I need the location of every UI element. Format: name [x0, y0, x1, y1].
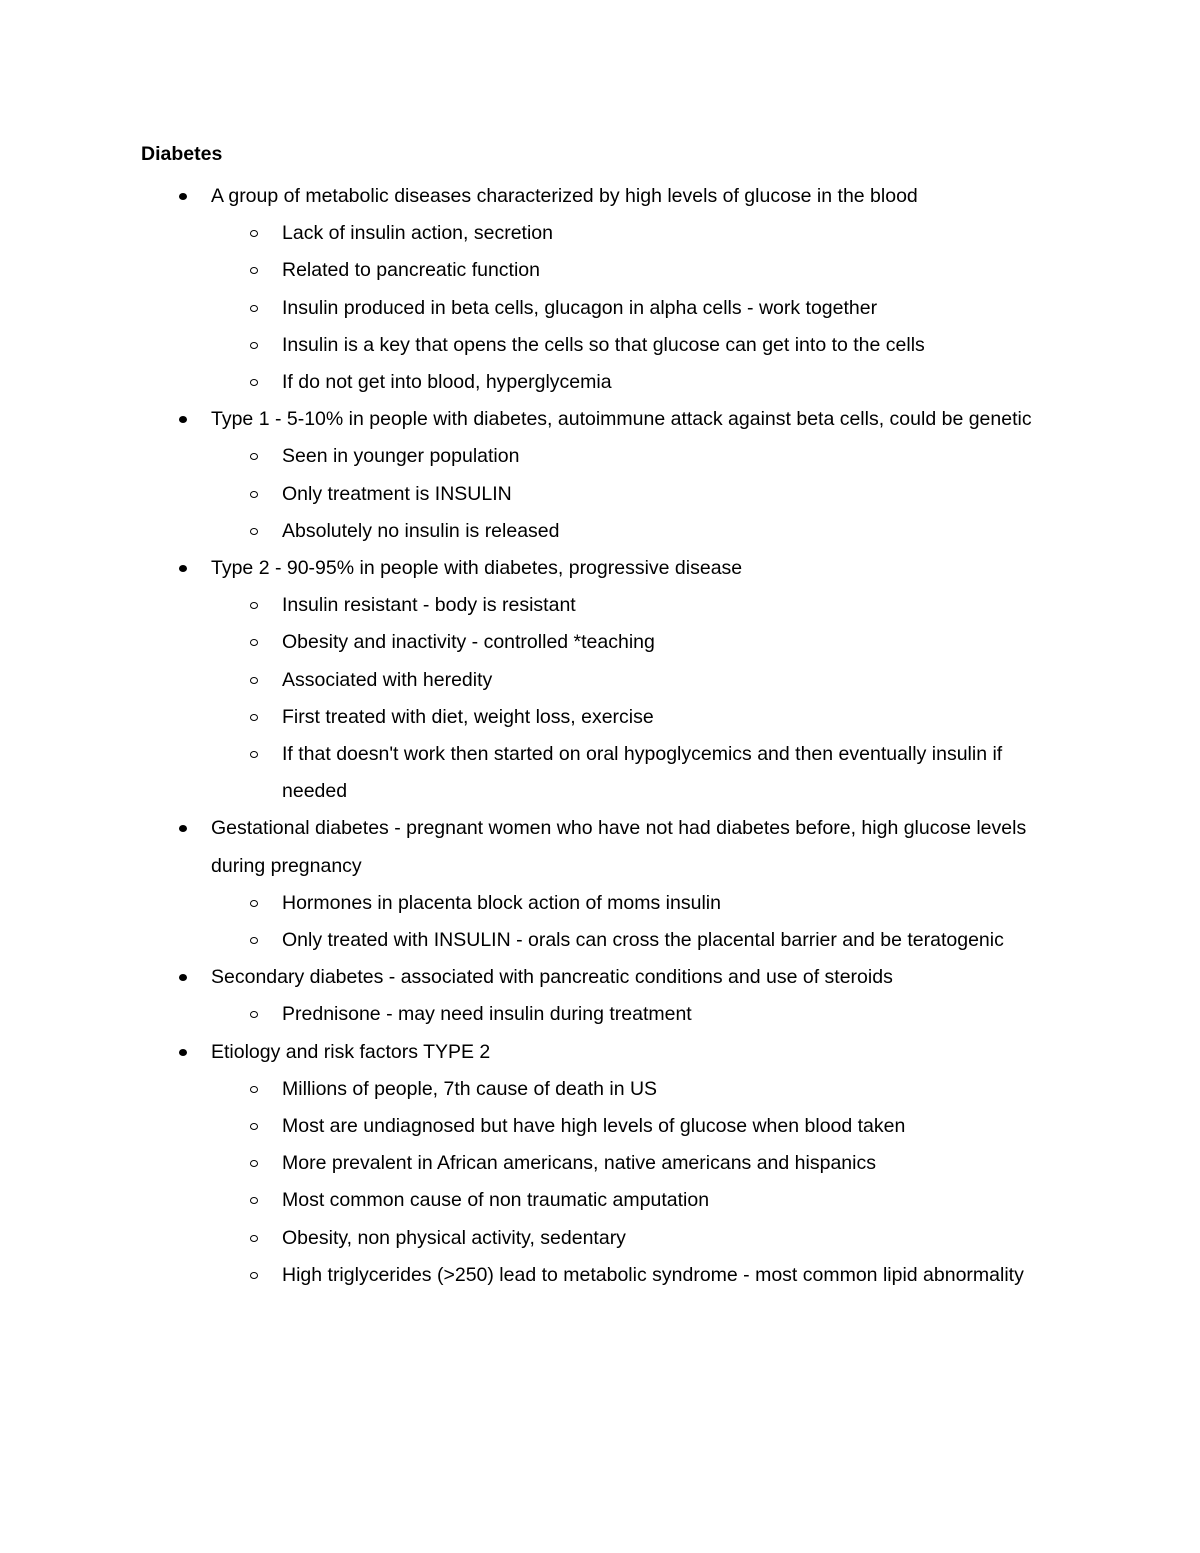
sub-item-text: Associated with heredity: [282, 668, 493, 691]
sub-item: [141, 513, 1061, 550]
page-title: Diabetes: [141, 143, 223, 165]
sub-item-text: Hormones in placenta block action of moms insulin: [282, 891, 721, 914]
outline-item-text: Etiology and risk factors TYPE 2: [211, 1040, 491, 1063]
bullet-circle-icon: [250, 639, 258, 646]
sub-item-text: Insulin produced in beta cells, glucagon in alpha cells - work together: [282, 296, 878, 319]
sub-list: [211, 587, 1061, 810]
bullet-circle-icon: [250, 1235, 258, 1242]
sub-item-text: If that doesn't work then started on oral hypoglycemics and then eventually insulin if needed: [282, 743, 1003, 803]
sub-list: [211, 438, 1061, 550]
bullet-disc-icon: [179, 1049, 187, 1056]
sub-item: [141, 1145, 1061, 1182]
sub-list: [211, 215, 1061, 401]
sub-item-text: If do not get into blood, hyperglycemia: [282, 371, 612, 394]
sub-item: [141, 885, 1061, 922]
bullet-circle-icon: [250, 714, 258, 721]
outline-item: [141, 959, 1061, 1033]
bullet-circle-icon: [250, 677, 258, 684]
sub-item: [141, 1108, 1061, 1145]
bullet-circle-icon: [250, 900, 258, 907]
bullet-circle-icon: [250, 937, 258, 944]
sub-item: [141, 327, 1061, 364]
outline-item-text: Type 2 - 90-95% in people with diabetes, progressive disease: [211, 557, 743, 580]
sub-item: [141, 1257, 1061, 1294]
outline-item: [141, 401, 1061, 550]
sub-item: [141, 996, 1061, 1033]
sub-item-text: Insulin resistant - body is resistant: [282, 594, 576, 617]
outline-list: [141, 178, 1061, 1294]
sub-item-text: Prednisone - may need insulin during treatment: [282, 1003, 692, 1026]
sub-item: [141, 364, 1061, 401]
sub-item: [141, 290, 1061, 327]
bullet-circle-icon: [250, 453, 258, 460]
bullet-disc-icon: [179, 193, 187, 200]
sub-item: [141, 922, 1061, 959]
sub-item: [141, 1182, 1061, 1219]
bullet-disc-icon: [179, 416, 187, 423]
outline-item-text: Type 1 - 5-10% in people with diabetes, autoimmune attack against beta cells, could be genetic: [211, 408, 1032, 431]
outline-item: [141, 810, 1061, 959]
outline-item-text: Secondary diabetes - associated with pancreatic conditions and use of steroids: [211, 966, 893, 989]
bullet-disc-icon: [179, 565, 187, 572]
sub-item-text: Millions of people, 7th cause of death in US: [282, 1077, 658, 1100]
sub-item-text: Only treatment is INSULIN: [282, 482, 512, 505]
bullet-circle-icon: [250, 602, 258, 609]
sub-item: [141, 215, 1061, 252]
outline-item-text: A group of metabolic diseases characterized by high levels of glucose in the blood: [211, 185, 918, 207]
sub-item: [141, 476, 1061, 513]
bullet-circle-icon: [250, 751, 258, 758]
sub-item-text: More prevalent in African americans, native americans and hispanics: [282, 1152, 876, 1175]
sub-list: [211, 885, 1061, 959]
bullet-circle-icon: [250, 342, 258, 349]
sub-item-text: Lack of insulin action, secretion: [282, 222, 553, 245]
sub-item: [141, 252, 1061, 289]
bullet-circle-icon: [250, 230, 258, 237]
sub-item: [141, 624, 1061, 661]
sub-list: [211, 1071, 1061, 1294]
bullet-circle-icon: [250, 305, 258, 312]
sub-item: [141, 736, 1061, 810]
sub-item-text: Most are undiagnosed but have high levels of glucose when blood taken: [282, 1115, 906, 1138]
sub-list: [211, 996, 1061, 1033]
sub-item: [141, 1071, 1061, 1108]
document-page: [141, 141, 1061, 1294]
sub-item-text: Insulin is a key that opens the cells so that glucose can get into to the cells: [282, 333, 925, 356]
sub-item-text: Seen in younger population: [282, 445, 520, 468]
sub-item-text: First treated with diet, weight loss, exercise: [282, 705, 654, 728]
bullet-circle-icon: [250, 1197, 258, 1204]
bullet-circle-icon: [250, 528, 258, 535]
outline-item: [141, 550, 1061, 810]
bullet-disc-icon: [179, 825, 187, 832]
bullet-circle-icon: [250, 379, 258, 386]
bullet-circle-icon: [250, 1272, 258, 1279]
sub-item: [141, 587, 1061, 624]
bullet-circle-icon: [250, 267, 258, 274]
bullet-circle-icon: [250, 1011, 258, 1018]
sub-item-text: Most common cause of non traumatic amputation: [282, 1189, 710, 1212]
outline-item: [141, 178, 1061, 401]
sub-item-text: Obesity and inactivity - controlled *teaching: [282, 631, 655, 654]
sub-item-text: High triglycerides (>250) lead to metabolic syndrome - most common lipid abnormality: [282, 1263, 1024, 1286]
outline-item: [141, 1034, 1061, 1294]
sub-item: [141, 662, 1061, 699]
sub-item-text: Related to pancreatic function: [282, 259, 540, 282]
sub-item: [141, 1220, 1061, 1257]
outline-item-text: Gestational diabetes - pregnant women who have not had diabetes before, high glucose levels during pregnancy: [211, 817, 1027, 877]
sub-item: [141, 699, 1061, 736]
sub-item: [141, 438, 1061, 475]
sub-item-text: Only treated with INSULIN - orals can cross the placental barrier and be teratogenic: [282, 929, 1004, 952]
sub-item-text: Obesity, non physical activity, sedentary: [282, 1226, 626, 1249]
bullet-disc-icon: [179, 974, 187, 981]
bullet-circle-icon: [250, 1160, 258, 1167]
sub-item-text: Absolutely no insulin is released: [282, 519, 560, 542]
bullet-circle-icon: [250, 1123, 258, 1130]
bullet-circle-icon: [250, 491, 258, 498]
bullet-circle-icon: [250, 1086, 258, 1093]
